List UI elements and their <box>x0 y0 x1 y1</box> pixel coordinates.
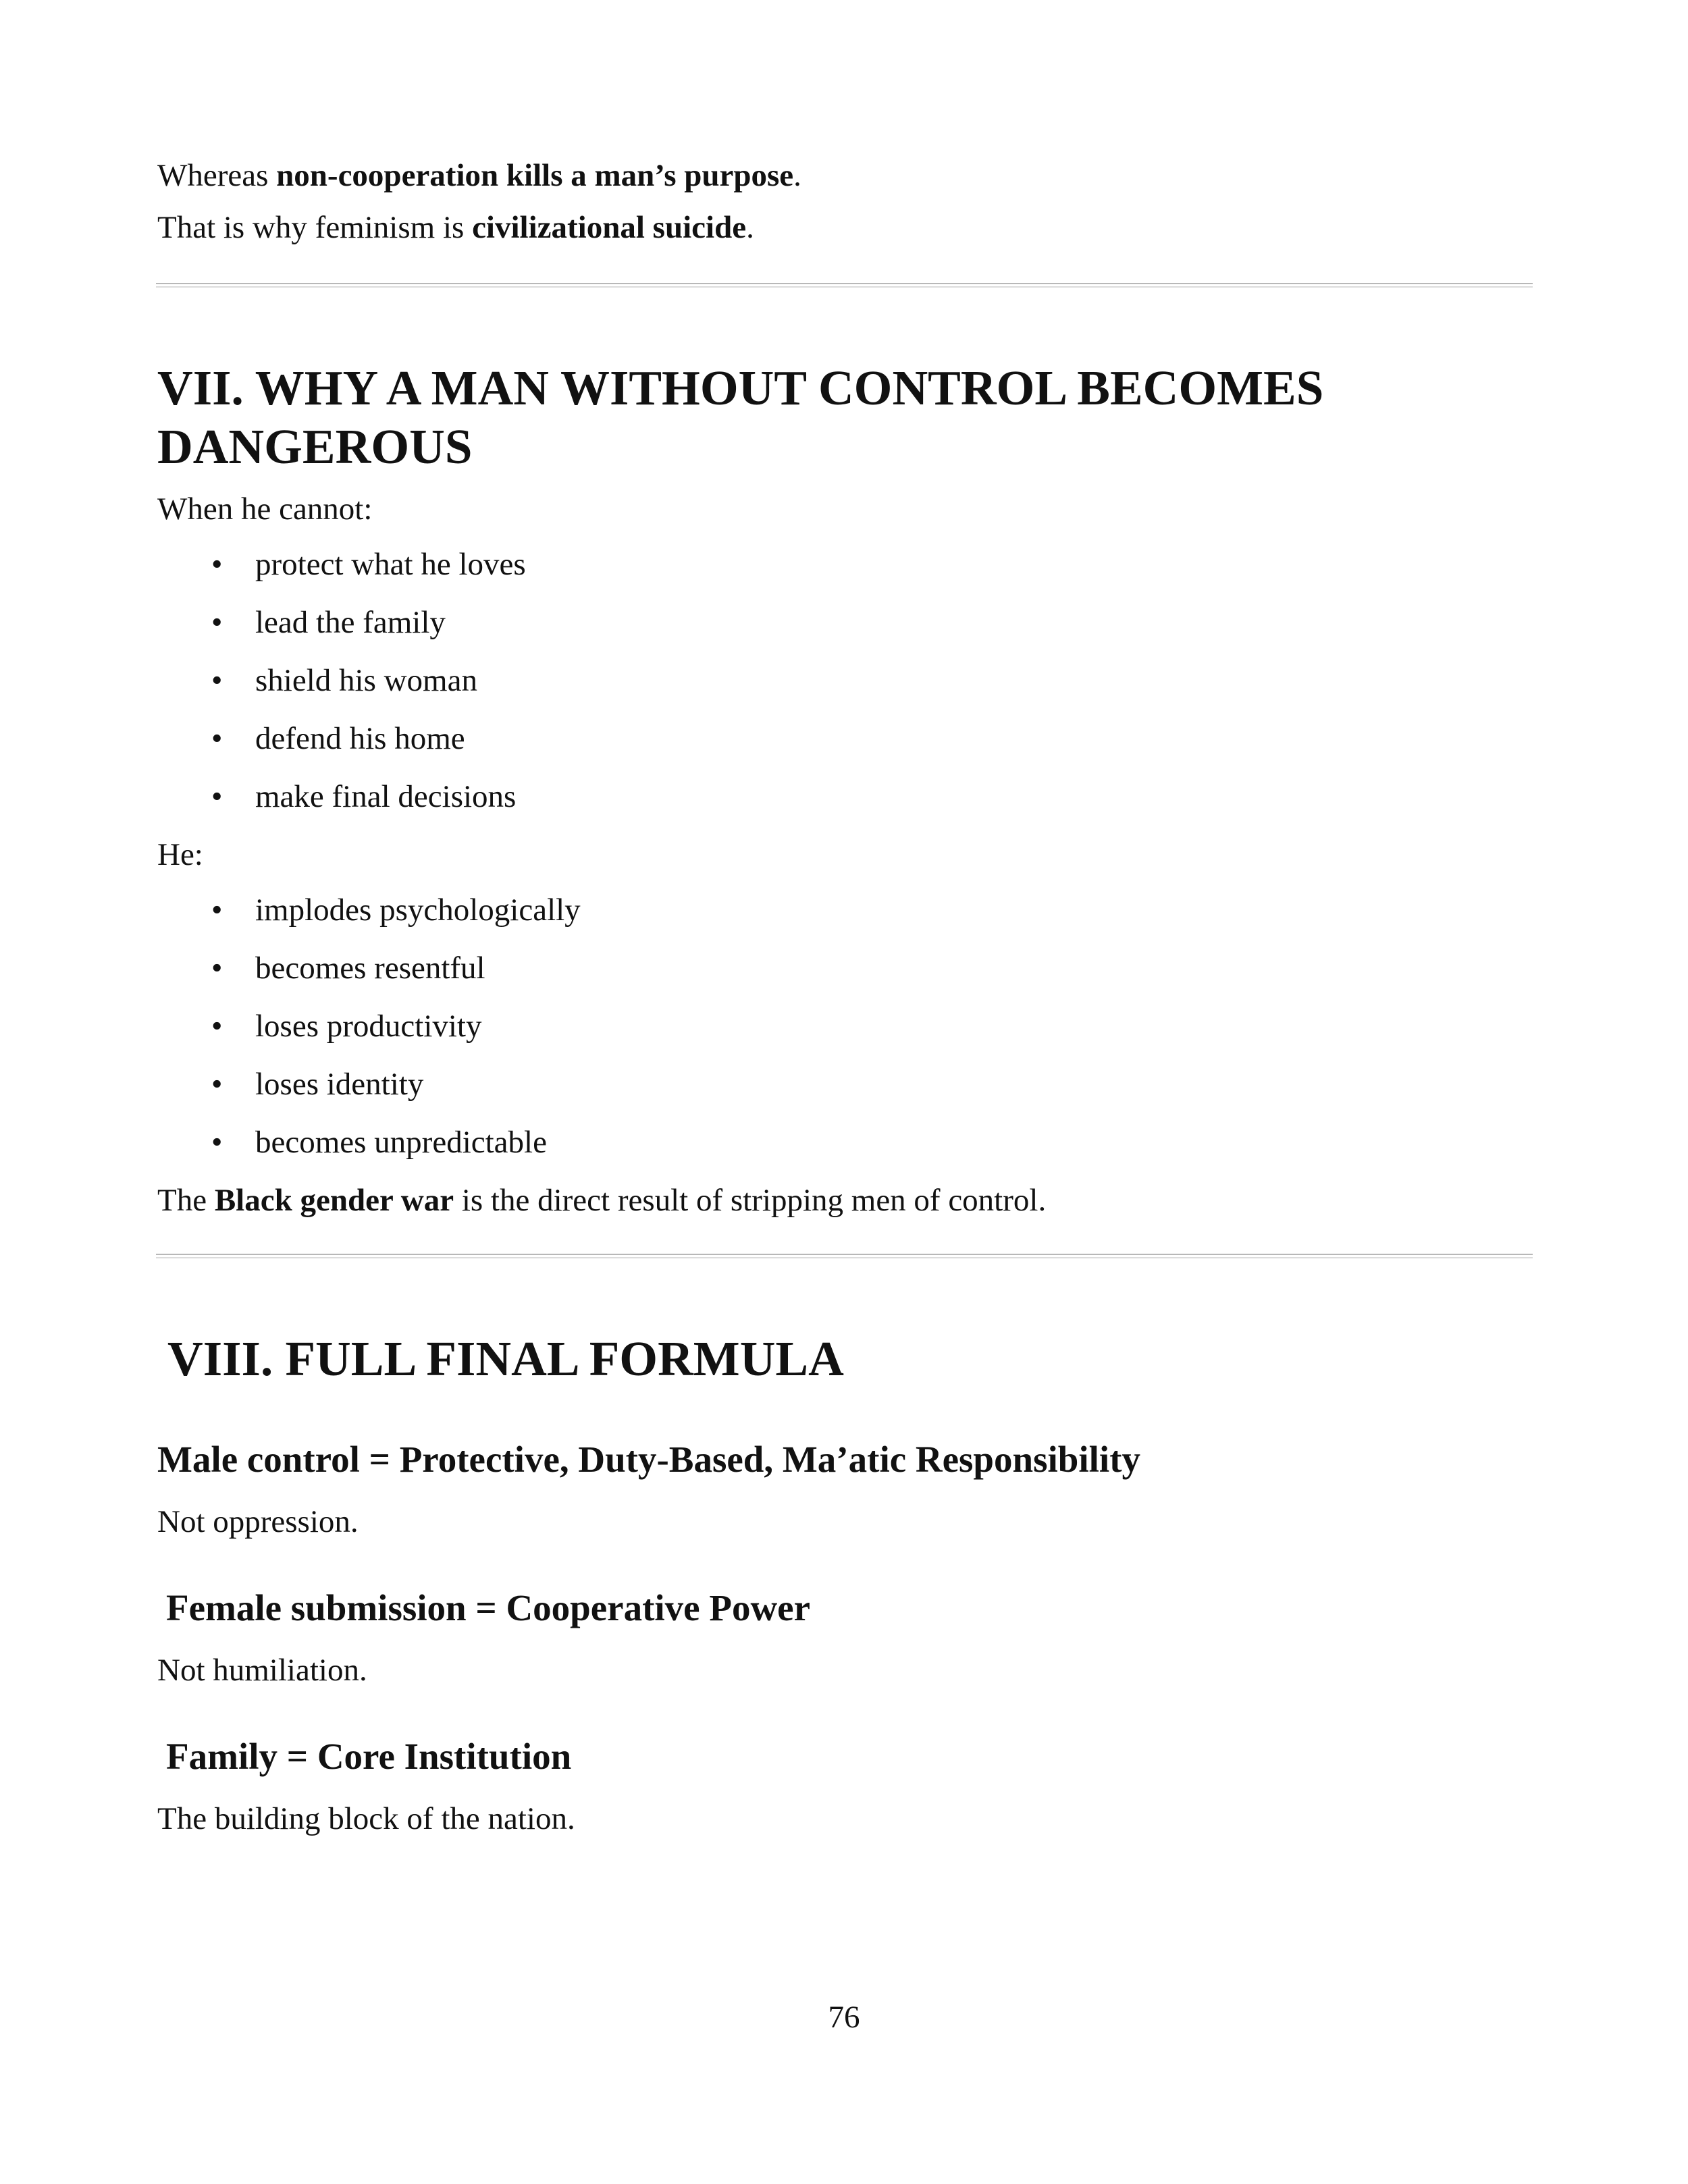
section-7-lead: When he cannot: <box>157 491 373 527</box>
intro-line-1-end: . <box>793 158 801 193</box>
bullet-glyph: • <box>211 547 223 582</box>
list-item <box>209 710 526 768</box>
list-item-text: defend his home <box>255 721 465 756</box>
bullet-glyph: • <box>211 1067 223 1102</box>
bullet-glyph: • <box>211 721 223 756</box>
bullet-glyph: • <box>211 1125 223 1160</box>
bullet-glyph: • <box>211 663 223 698</box>
list-item-text: implodes psychologically <box>255 893 581 928</box>
formula-note: Not oppression. <box>157 1504 359 1539</box>
cannot-list <box>209 535 526 826</box>
section-7-conclusion <box>157 1181 1046 1219</box>
section-7-heading-line-2: DANGEROUS <box>157 419 473 474</box>
list-item <box>209 1055 581 1113</box>
list-item-text: protect what he loves <box>255 547 526 582</box>
intro-line-1-text: Whereas <box>157 158 277 193</box>
section-7-heading-line-1: VII. WHY A MAN WITHOUT CONTROL BECOMES <box>157 361 1324 415</box>
section-divider <box>156 283 1533 288</box>
list-item <box>209 939 581 997</box>
he-list <box>209 881 581 1171</box>
formula-title: Male control = Protective, Duty-Based, Ma’atic Responsibility <box>157 1439 1141 1480</box>
bullet-glyph: • <box>211 779 223 814</box>
list-item <box>209 997 581 1055</box>
list-item-text: becomes unpredictable <box>255 1125 547 1160</box>
bullet-glyph: • <box>211 605 223 640</box>
page-number: 76 <box>828 2000 860 2035</box>
intro-line-1 <box>157 157 801 194</box>
he-label: He: <box>157 837 203 872</box>
conclusion-bold: Black gender war <box>214 1183 454 1218</box>
list-item <box>209 881 581 939</box>
conclusion-text-start: The <box>157 1183 215 1218</box>
intro-line-2-end: . <box>746 210 754 245</box>
list-item-text: shield his woman <box>255 663 477 698</box>
list-item <box>209 1113 581 1171</box>
list-item-text: loses identity <box>255 1067 424 1102</box>
formula-title: Family = Core Institution <box>166 1736 572 1777</box>
list-item <box>209 768 526 826</box>
list-item-text: loses productivity <box>255 1009 482 1044</box>
list-item-text: lead the family <box>255 605 446 640</box>
list-item <box>209 651 526 710</box>
list-item <box>209 535 526 593</box>
intro-line-2 <box>157 209 754 246</box>
formula-note: Not humiliation. <box>157 1653 367 1688</box>
bullet-glyph: • <box>211 893 223 928</box>
list-item <box>209 593 526 651</box>
section-8-heading: VIII. FULL FINAL FORMULA <box>167 1331 844 1386</box>
bullet-glyph: • <box>211 1009 223 1044</box>
list-item-text: becomes resentful <box>255 951 485 986</box>
formula-note: The building block of the nation. <box>157 1801 575 1836</box>
conclusion-text-end: is the direct result of stripping men of control. <box>454 1183 1047 1218</box>
formula-title: Female submission = Cooperative Power <box>166 1587 810 1628</box>
intro-line-1-bold: non-cooperation kills a man’s purpose <box>276 158 794 193</box>
section-divider <box>156 1254 1533 1258</box>
intro-line-2-bold: civilizational suicide <box>472 210 747 245</box>
list-item-text: make final decisions <box>255 779 517 814</box>
bullet-glyph: • <box>211 951 223 986</box>
intro-line-2-text: That is why feminism is <box>157 210 473 245</box>
